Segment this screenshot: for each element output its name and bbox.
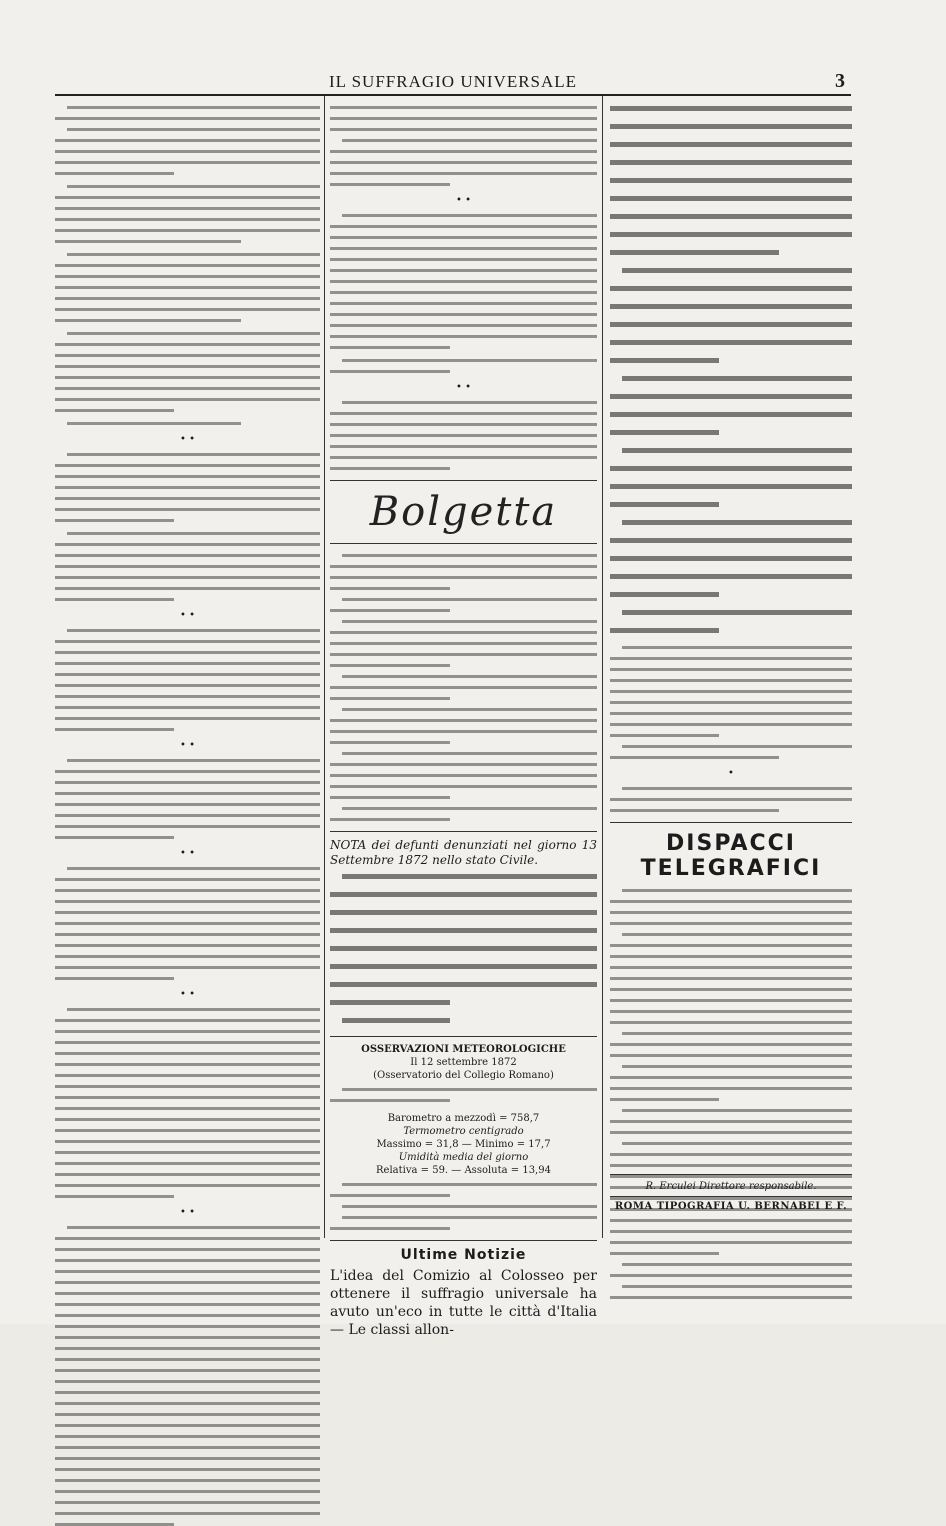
article-text — [610, 268, 852, 507]
footer-rule — [610, 1174, 852, 1175]
temperature-range: Massimo = 31,8 — Minimo = 17,7 — [376, 1139, 551, 1150]
masthead — [55, 70, 851, 96]
article-text — [330, 401, 597, 470]
ultime-notizie-text: L'idea del Comizio al Colosseo per ottenere il suffragio universale ha avuto un'eco in tutte le città d'Italia — Le classi allon- — [330, 1268, 597, 1338]
weather-title: OSSERVAZIONI METEOROLOGICHE — [361, 1044, 566, 1055]
necrology-heading: NOTA dei defunti denunziati nel giorno 13 Settembre 1872 nello stato Civile. — [330, 838, 597, 867]
article-text — [610, 520, 852, 633]
article-text — [55, 867, 320, 980]
separator: • • — [180, 989, 195, 1000]
separator: • • — [180, 848, 195, 859]
article-text — [55, 185, 320, 243]
article-text — [610, 646, 852, 759]
humidity-values: Relativa = 59. — Assoluta = 13,94 — [376, 1165, 551, 1176]
article-text — [330, 106, 597, 186]
article-text — [330, 214, 597, 349]
divider — [610, 822, 852, 823]
weather-date: Il 12 settembre 1872 — [410, 1057, 517, 1068]
column-2 — [330, 106, 597, 1338]
barometer-value: 758,7 — [510, 1113, 540, 1124]
printer-credit: ROMA TIPOGRAFIA U. BERNABEI E F. — [614, 1201, 848, 1212]
column-divider — [602, 96, 603, 1238]
dispatches-heading: DISPACCI TELEGRAFICI — [640, 831, 822, 881]
separator: • • — [180, 740, 195, 751]
weather-observatory: (Osservatorio del Collegio Romano) — [373, 1070, 554, 1081]
ultime-notizie-heading: Ultime Notizie — [400, 1247, 527, 1263]
article-text — [330, 554, 597, 821]
article-text — [55, 253, 320, 322]
separator: • • — [180, 1207, 195, 1218]
article-text — [55, 106, 320, 175]
article-text — [55, 453, 320, 522]
necrology-list — [330, 874, 597, 1023]
barometer-label: Barometro a mezzodì — [387, 1113, 496, 1124]
article-text — [330, 359, 597, 373]
article-text — [55, 1226, 320, 1526]
divider — [330, 1240, 597, 1241]
separator: • • — [180, 610, 195, 621]
separator: • — [728, 768, 734, 779]
thermometer-label: Termometro centigrado — [403, 1126, 524, 1137]
article-text — [55, 1008, 320, 1198]
weather-notes — [330, 1183, 597, 1230]
article-text — [55, 332, 320, 412]
footer-rule — [610, 1196, 852, 1197]
article-text — [610, 106, 852, 255]
column-1 — [55, 106, 320, 1234]
temp-max: Massimo = 31,8 — [376, 1139, 459, 1150]
article-text — [55, 532, 320, 601]
newspaper-title: IL SUFFRAGIO UNIVERSALE — [328, 72, 578, 91]
separator: • • — [456, 382, 471, 393]
page-number: 3 — [835, 70, 845, 92]
dispatches-text — [610, 889, 852, 1299]
separator: • • — [180, 434, 195, 445]
divider — [330, 1036, 597, 1037]
weather-notes — [330, 1088, 597, 1102]
divider — [330, 831, 597, 832]
article-text — [55, 759, 320, 839]
temp-min: Minimo = 17,7 — [474, 1139, 551, 1150]
article-text — [55, 422, 320, 425]
section-banner — [330, 480, 597, 544]
barometer-reading: Barometro a mezzodì = 758,7 — [387, 1113, 540, 1124]
section-title: Bolgetta — [369, 489, 558, 535]
column-3 — [610, 106, 852, 1234]
humidity-label: Umidità media del giorno — [398, 1152, 529, 1163]
article-text — [610, 787, 852, 812]
column-divider — [324, 96, 325, 1238]
separator: • • — [456, 195, 471, 206]
article-text — [55, 629, 320, 731]
editor-credit: R. Erculei Direttore responsabile. — [645, 1181, 817, 1192]
